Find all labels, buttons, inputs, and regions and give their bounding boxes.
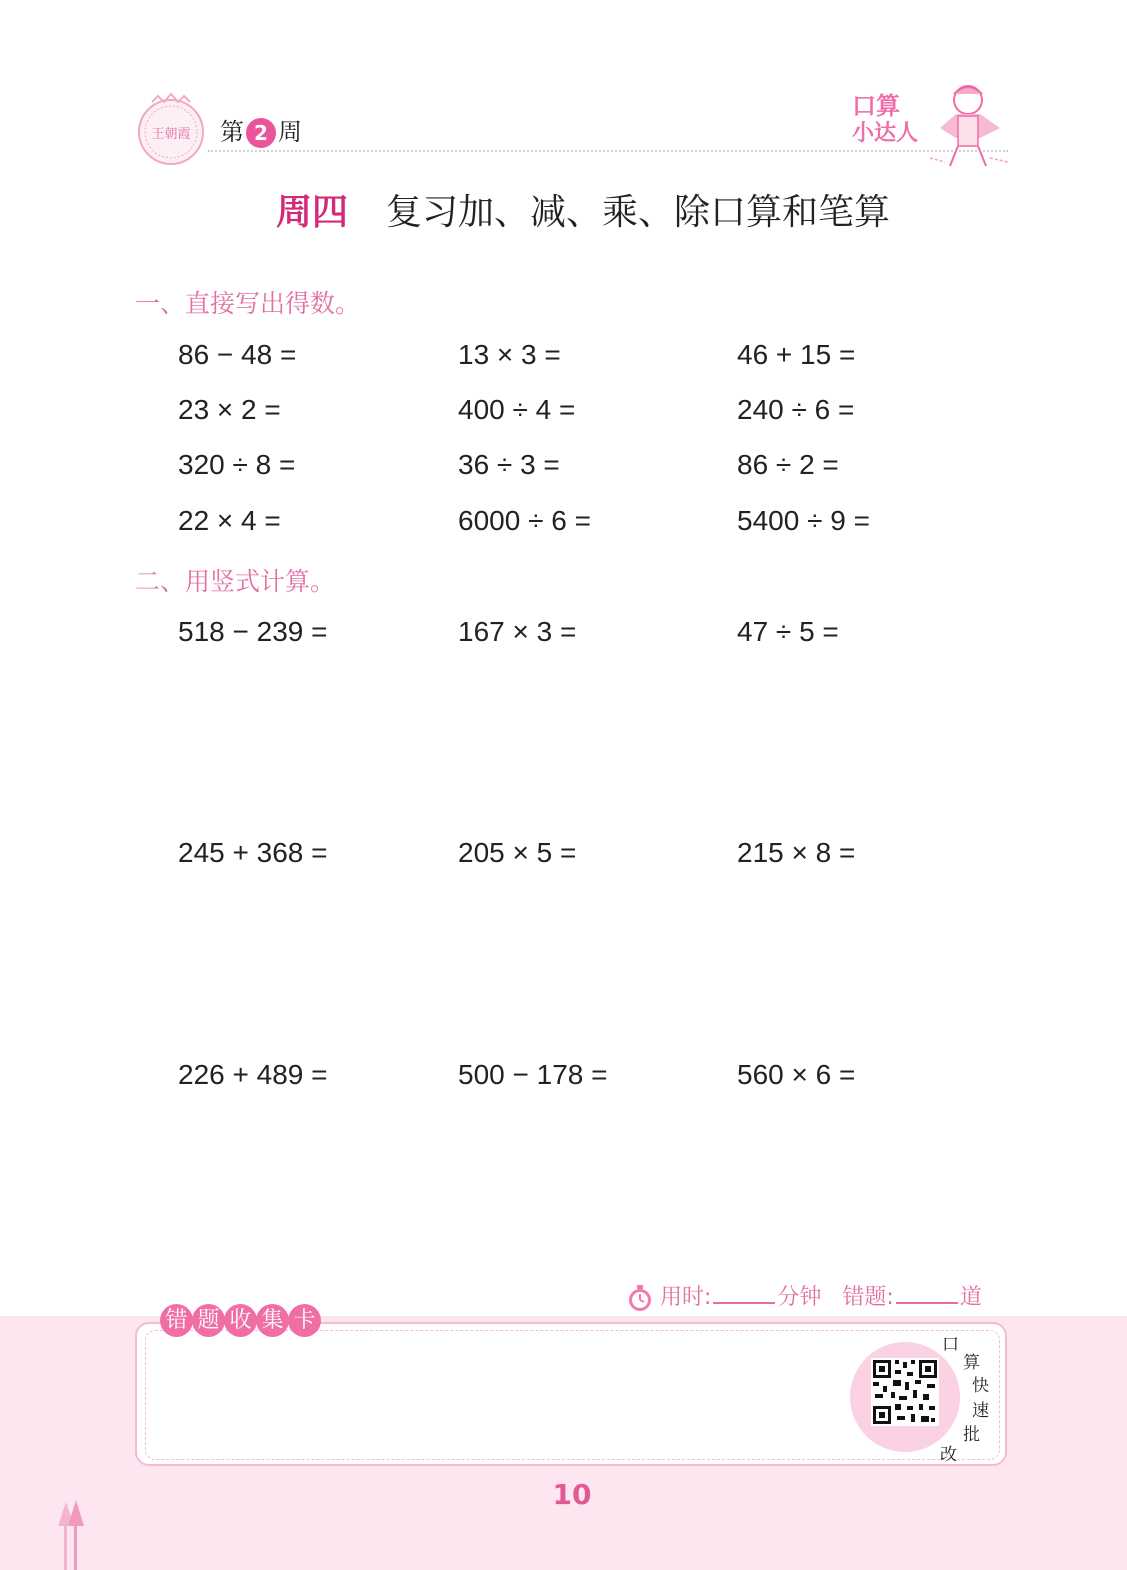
time-label: 用时: [660, 1285, 712, 1310]
problem: 86 ÷ 2 = [737, 449, 839, 480]
problem: 400 ÷ 4 = [458, 394, 576, 425]
week-suffix: 周 [278, 118, 302, 146]
problem: 560 × 6 = [737, 1059, 856, 1090]
problem: 320 ÷ 8 = [178, 449, 296, 480]
problem: 215 × 8 = [737, 837, 856, 868]
qr-caption-char: 快 [972, 1376, 989, 1396]
week-prefix: 第 [220, 118, 244, 146]
problem: 46 + 15 = [737, 339, 856, 370]
problem: 205 × 5 = [458, 837, 577, 868]
problem: 167 × 3 = [458, 616, 577, 647]
svg-text:小达人: 小达人 [852, 121, 919, 146]
qr-caption-char: 批 [963, 1425, 980, 1445]
problem: 23 × 2 = [178, 394, 281, 425]
card-title-char: 集 [256, 1304, 289, 1337]
arrow-decoration-icon [52, 1496, 92, 1570]
page-number: 10 [552, 1478, 592, 1511]
errors-label: 错题: [842, 1285, 894, 1310]
brand-logo [850, 78, 1015, 170]
problem: 13 × 3 = [458, 339, 561, 370]
week-number-badge: 2 [246, 118, 276, 148]
time-blank[interactable] [713, 1302, 775, 1304]
qr-caption-char: 速 [972, 1401, 989, 1421]
problem: 36 ÷ 3 = [458, 449, 560, 480]
errors-blank[interactable] [896, 1302, 958, 1304]
section1-title: 一、直接写出得数。 [135, 289, 361, 318]
errors-unit: 道 [959, 1285, 982, 1310]
card-title-char: 卡 [288, 1304, 321, 1337]
qr-caption-char: 算 [963, 1353, 980, 1373]
time-unit: 分钟 [777, 1285, 822, 1310]
card-title-char: 题 [192, 1304, 225, 1337]
day-label: 周四 [276, 192, 349, 233]
problem: 6000 ÷ 6 = [458, 505, 591, 536]
problem: 5400 ÷ 9 = [737, 505, 870, 536]
problem: 226 + 489 = [178, 1059, 328, 1090]
qr-caption-char: 改 [940, 1445, 957, 1465]
timer-row [626, 1280, 982, 1312]
problem: 500 − 178 = [458, 1059, 608, 1090]
week-label [220, 112, 302, 148]
svg-text:口算: 口算 [852, 92, 900, 120]
author-logo [134, 92, 208, 166]
logo-text: 王朝霞 [151, 127, 191, 142]
problem: 518 − 239 = [178, 616, 328, 647]
card-title-char: 收 [224, 1304, 257, 1337]
page-title: 复习加、减、乘、除口算和笔算 [386, 192, 891, 233]
problem: 22 × 4 = [178, 505, 281, 536]
problem: 240 ÷ 6 = [737, 394, 855, 425]
problem: 47 ÷ 5 = [737, 616, 839, 647]
qr-caption-char: 口 [942, 1335, 959, 1355]
card-title [160, 1304, 320, 1337]
section2-title: 二、用竖式计算。 [135, 567, 336, 596]
qr-code-icon[interactable] [871, 1358, 939, 1426]
problem: 245 + 368 = [178, 837, 328, 868]
stopwatch-icon [626, 1284, 654, 1312]
problem: 86 − 48 = [178, 339, 297, 370]
card-title-char: 错 [160, 1304, 193, 1337]
